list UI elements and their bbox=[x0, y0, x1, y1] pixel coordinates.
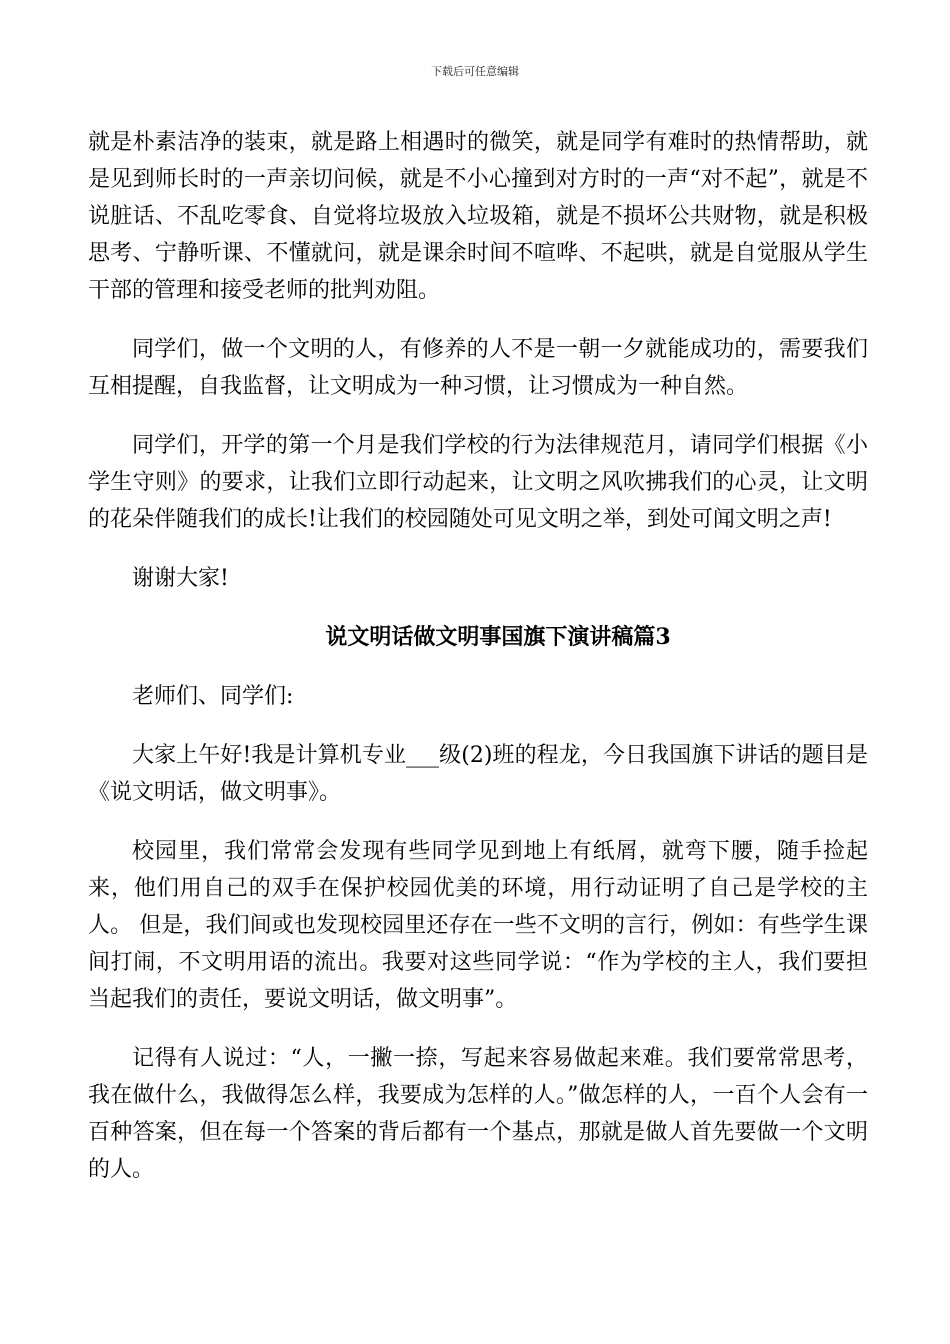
paragraph: 记得有人说过：“人，一撇一捺，写起来容易做起来难。我们要常常思考，我在做什么，我做得怎么样，我要成为怎样的人。”做怎样的人，一百个人会有一百种答案，但在每一个答案的背后都有一个基点，那就是做人首先要做一个文明的人。 bbox=[88, 1046, 868, 1182]
closing-thanks: 谢谢大家! bbox=[132, 566, 229, 591]
paragraph: 校园里，我们常常会发现有些同学见到地上有纸屑，就弯下腰，随手捡起来，他们用自己的双手在保护校园优美的环境，用行动证明了自己是学校的主人。 但是，我们间或也发现校园里还存在一些不文明的言行，例如：有些学生课间打闹，不文明用语的流出。我要对这些同学说：“作为学校的主人，我们要担当起我们的责任，要说文明话，做文明事”。 bbox=[88, 839, 868, 1012]
paragraph: 同学们，做一个文明的人，有修养的人不是一朝一夕就能成功的，需要我们互相提醒，自我监督，让文明成为一种习惯，让习惯成为一种自然。 bbox=[88, 337, 868, 399]
page-header: 下载后可任意编辑 bbox=[431, 65, 519, 78]
paragraph: 同学们，开学的第一个月是我们学校的行为法律规范月，请同学们根据《小学生守则》的要求，让我们立即行动起来，让文明之风吹拂我们的心灵，让文明的花朵伴随我们的成长!让我们的校园随处可见文明之举，到处可闻文明之声! bbox=[88, 433, 868, 532]
document-body bbox=[88, 124, 868, 1210]
paragraph: 大家上午好!我是计算机专业___级(2)班的程龙，今日我国旗下讲话的题目是《说文明话，做文明事》。 bbox=[88, 743, 868, 805]
paragraph-continuation: 就是朴素洁净的装束，就是路上相遇时的微笑，就是同学有难时的热情帮助，就是见到师长时的一声亲切问候，就是不小心撞到对方时的一声“对不起”，就是不说脏话、不乱吃零食、自觉将垃圾放入垃圾箱，就是不损坏公共财物，就是积极思考、宁静听课、不懂就问，就是课余时间不喧哗、不起哄，就是自觉服从学生干部的管理和接受老师的批判劝阻。 bbox=[88, 130, 868, 303]
section-title: 说文明话做文明事国旗下演讲稿篇3 bbox=[325, 624, 671, 650]
salutation: 老师们、同学们: bbox=[132, 684, 294, 709]
